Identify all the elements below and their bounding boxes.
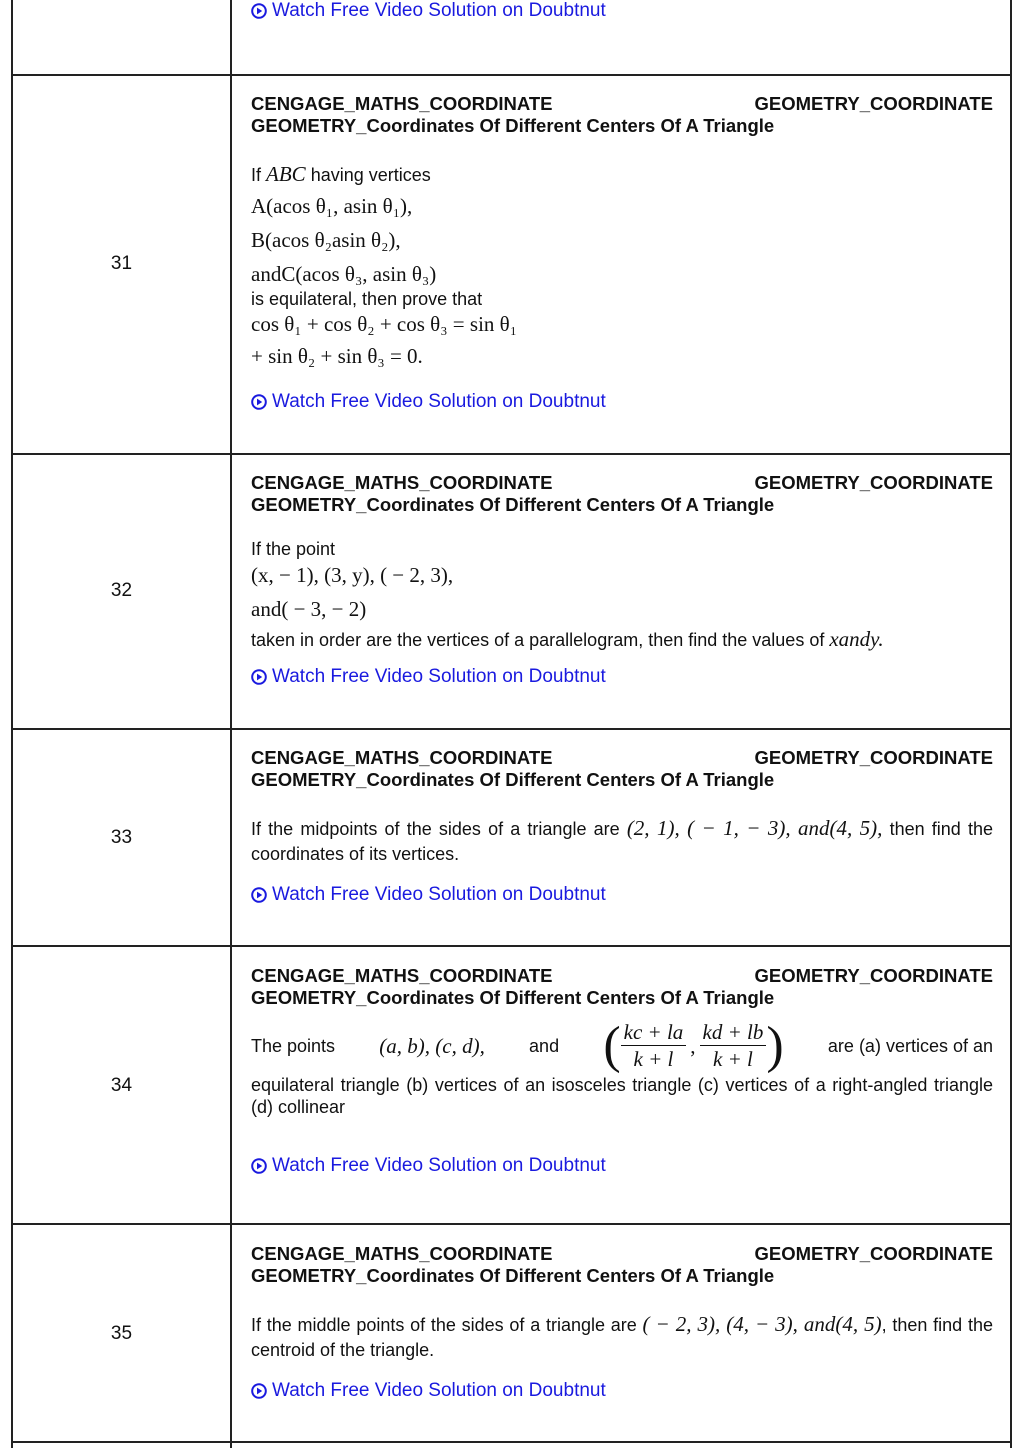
- question-topic: GEOMETRY_Coordinates Of Different Centers Of A Triangle: [251, 769, 775, 790]
- question-number: 31: [110, 253, 133, 274]
- question-topic: GEOMETRY_Coordinates Of Different Centers Of A Triangle: [251, 987, 775, 1008]
- question-text: If the middle points of the sides of a triangle are ( − 2, 3), (4, − 3), and(4, 5), then find the centroid of the triangle.: [251, 1312, 993, 1360]
- question-topic: GEOMETRY_Coordinates Of Different Centers Of A Triangle: [251, 494, 775, 515]
- play-circle-icon: [251, 3, 267, 19]
- play-circle-icon: [251, 1383, 267, 1399]
- question-content: [251, 965, 993, 1118]
- question-text: If the midpoints of the sides of a triangle are (2, 1), ( − 1, − 3), and(4, 5), then find the coordinates of its vertices.: [251, 816, 993, 864]
- row-divider: [11, 1223, 1012, 1225]
- play-circle-icon: [251, 887, 267, 903]
- question-number: 32: [110, 580, 133, 601]
- row-divider: [11, 945, 1012, 947]
- video-solution-link[interactable]: Watch Free Video Solution on Doubtnut: [251, 884, 606, 906]
- fraction-expression: ( $\frac{kc + la}{k + l}$ , $\frac{kd + lb}{k + l}$ ): [603, 1016, 784, 1074]
- play-circle-icon: [251, 669, 267, 685]
- video-solution-link[interactable]: Watch Free Video Solution on Doubtnut: [251, 1380, 606, 1402]
- row-divider: [11, 728, 1012, 730]
- question-text: taken in order are the vertices of a parallelogram, then find the values of xandy.: [251, 627, 884, 651]
- question-content: [251, 472, 993, 654]
- question-text: If the point: [251, 539, 336, 559]
- question-text: If ABC having vertices: [251, 162, 431, 186]
- video-solution-link[interactable]: Watch Free Video Solution on Doubtnut: [251, 666, 606, 688]
- questions-table: [11, 0, 1012, 1448]
- table-left-border: [11, 0, 13, 1448]
- math-expression: + sin θ₂ + sin θ₃ = 0.: [251, 344, 423, 368]
- math-expression: (x, − 1), (3, y), ( − 2, 3),: [251, 563, 454, 587]
- video-solution-link[interactable]: Watch Free Video Solution on Doubtnut: [251, 0, 606, 22]
- question-text: equilateral triangle (b) vertices of an isosceles triangle (c) vertices of a right-angled triangle (d) collinear: [251, 1075, 993, 1117]
- question-number: 35: [110, 1323, 133, 1344]
- math-expression: B(acos θ₂asin θ₂),: [251, 228, 401, 252]
- question-header: CENGAGE_MATHS_COORDINATE GEOMETRY_COORDINATE: [251, 472, 993, 493]
- question-content: [251, 747, 993, 865]
- row-divider: [11, 74, 1012, 76]
- question-header: CENGAGE_MATHS_COORDINATE GEOMETRY_COORDINATE: [251, 747, 993, 768]
- question-content: [251, 1243, 993, 1361]
- play-circle-icon: [251, 1158, 267, 1174]
- question-header: CENGAGE_MATHS_COORDINATE GEOMETRY_COORDINATE: [251, 1243, 993, 1264]
- question-text: is equilateral, then prove that: [251, 289, 483, 309]
- math-expression: cos θ₁ + cos θ₂ + cos θ₃ = sin θ₁: [251, 312, 518, 336]
- question-number: 33: [110, 827, 133, 848]
- math-expression: andC(acos θ₃, asin θ₃): [251, 262, 437, 286]
- math-expression: and( − 3, − 2): [251, 597, 367, 621]
- question-header: CENGAGE_MATHS_COORDINATE GEOMETRY_COORDINATE: [251, 93, 993, 114]
- question-text: The points (a, b), (c, d), and ( $\frac{kc + la}{k + l}$ , $\frac{kd + lb}{k + l}$ ) are (a) vertices of an: [251, 1016, 993, 1074]
- question-header: CENGAGE_MATHS_COORDINATE GEOMETRY_COORDINATE: [251, 965, 993, 986]
- table-right-border: [1010, 0, 1012, 1448]
- question-number: 34: [110, 1075, 133, 1096]
- row-divider: [11, 453, 1012, 455]
- video-solution-link[interactable]: Watch Free Video Solution on Doubtnut: [251, 391, 606, 413]
- play-circle-icon: [251, 394, 267, 410]
- question-topic: GEOMETRY_Coordinates Of Different Centers Of A Triangle: [251, 1265, 775, 1286]
- video-solution-link[interactable]: Watch Free Video Solution on Doubtnut: [251, 1155, 606, 1177]
- table-column-divider: [230, 0, 232, 1448]
- question-topic: GEOMETRY_Coordinates Of Different Centers Of A Triangle: [251, 115, 775, 136]
- math-expression: A(acos θ₁, asin θ₁),: [251, 194, 413, 218]
- question-content: [251, 93, 993, 371]
- row-divider: [11, 1441, 1012, 1443]
